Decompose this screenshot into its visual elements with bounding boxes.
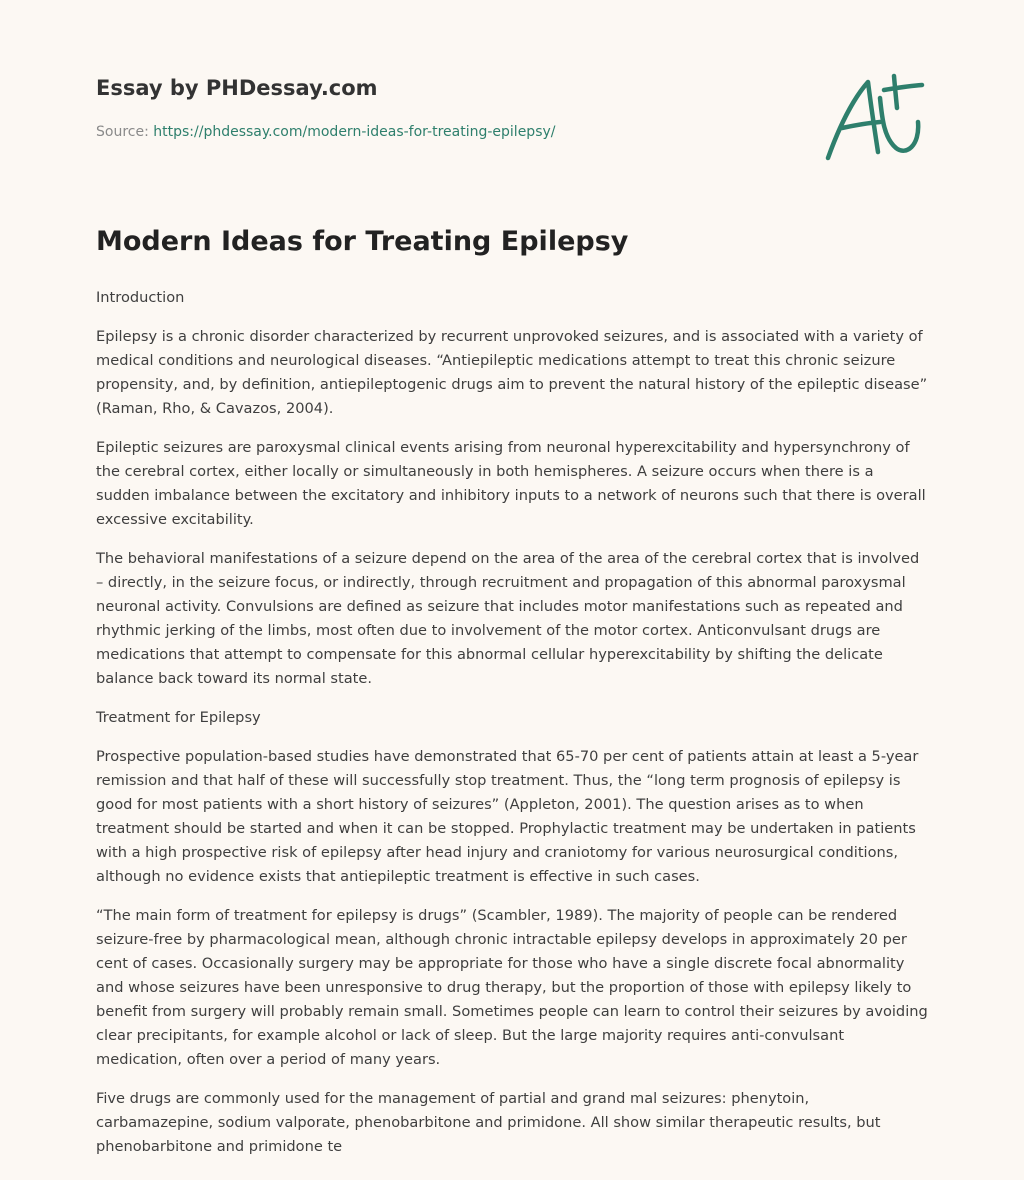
paragraph: Prospective population-based studies have demonstrated that 65-70 per cent of patients attain at least a 5-year remission and that half of these will successfully stop treatment. Thus, the “long term prognosis of epilepsy is good for most patients with a short history of seizures” (Appleton, 2001). The question arises as to when treatment should be started and when it can be stopped. Prophylactic treatment may be undertaken in patients with a high prospective risk of epilepsy after head injury and craniotomy for various neurosurgical conditions, although no evidence exists that antiepileptic treatment is effective in such cases. (96, 748, 919, 885)
essay-body (96, 286, 930, 1174)
site-brand: Essay by PHDessay.com (96, 76, 378, 100)
paragraph: Epilepsy is a chronic disorder characterized by recurrent unprovoked seizures, and is associated with a variety of medical conditions and neurological diseases. “Antiepileptic medications attempt to treat this chronic seizure propensity, and, by definition, antiepileptogenic drugs aim to prevent the natural history of the epileptic disease” (Raman, Rho, & Cavazos, 2004). (96, 328, 928, 417)
paragraph: Epileptic seizures are paroxysmal clinical events arising from neuronal hyperexcitability and hypersynchrony of the cerebral cortex, either locally or simultaneously in both hemispheres. A seizure occurs when there is a sudden imbalance between the excitatory and inhibitory inputs to a network of neurons such that there is overall excessive excitability. (96, 439, 926, 528)
paragraph: Five drugs are commonly used for the management of partial and grand mal seizures: phenytoin, carbamazepine, sodium valporate, phenobarbitone and primidone. All show similar therapeutic results, but phenobarbitone and primidone te (96, 1090, 881, 1155)
source-line (96, 124, 556, 140)
a-plus-logo-icon (822, 68, 926, 166)
source-link[interactable]: https://phdessay.com/modern-ideas-for-treating-epilepsy/ (153, 124, 556, 140)
paragraph: The behavioral manifestations of a seizure depend on the area of the area of the cerebral cortex that is involved – directly, in the seizure focus, or indirectly, through recruitment and propagation of this abnormal paroxysmal neuronal activity. Convulsions are defined as seizure that includes motor manifestations such as repeated and rhythmic jerking of the limbs, most often due to involvement of the motor cortex. Anticonvulsant drugs are medications that attempt to compensate for this abnormal cellular hyperexcitability by shifting the delicate balance back toward its normal state. (96, 550, 920, 687)
heading-treatment: Treatment for Epilepsy (96, 709, 261, 726)
source-label: Source: (96, 124, 149, 140)
paragraph: “The main form of treatment for epilepsy is drugs” (Scambler, 1989). The majority of people can be rendered seizure-free by pharmacological mean, although chronic intractable epilepsy develops in approximately 20 per cent of cases. Occasionally surgery may be appropriate for those who have a single discrete focal abnormality and whose seizures have been unresponsive to drug therapy, but the proportion of those with epilepsy likely to benefit from surgery will probably remain small. Sometimes people can learn to control their seizures by avoiding clear precipitants, for example alcohol or lack of sleep. But the large majority requires anti-convulsant medication, often over a period of many years. (96, 907, 928, 1068)
heading-introduction: Introduction (96, 289, 185, 306)
essay-title: Modern Ideas for Treating Epilepsy (96, 226, 629, 257)
